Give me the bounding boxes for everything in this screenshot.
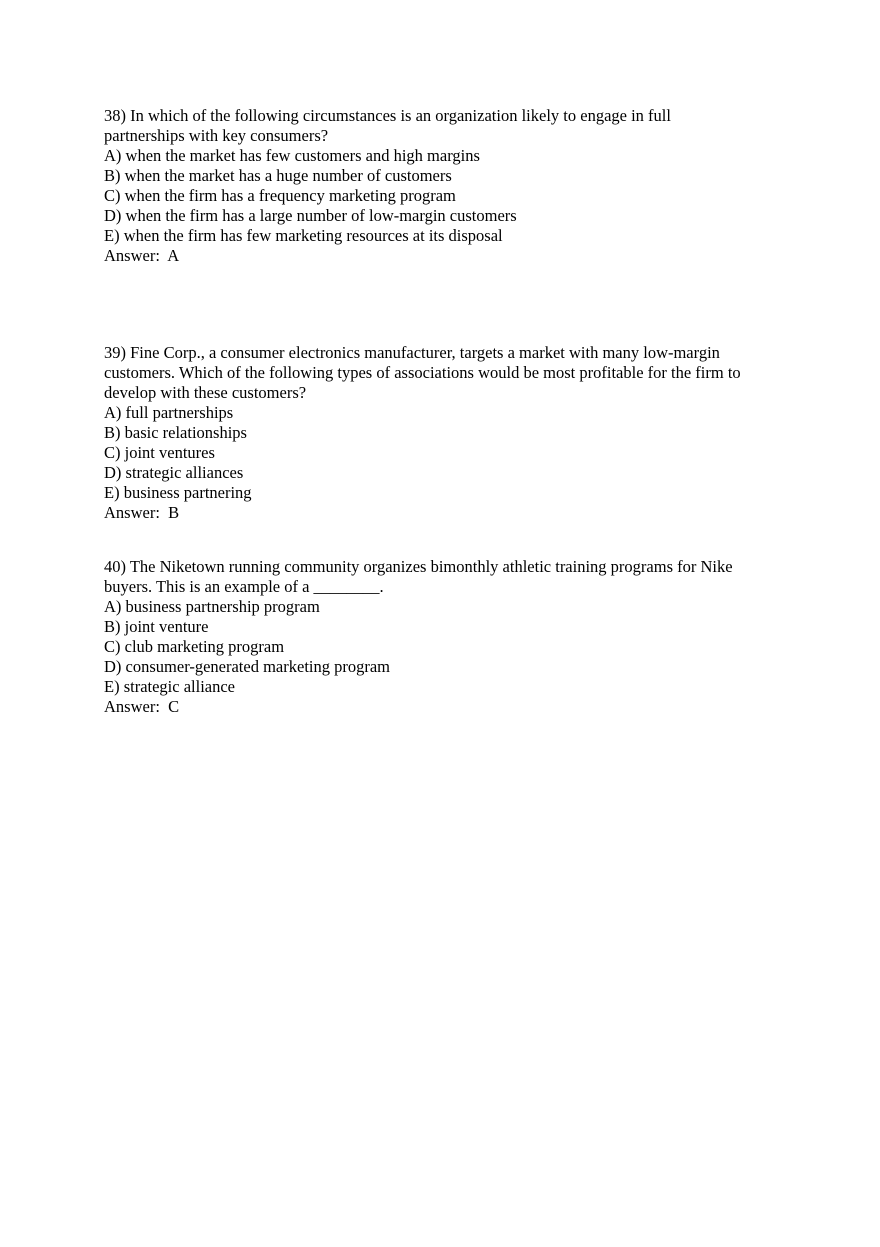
- answer-line: [104, 697, 794, 717]
- answer-option: A) full partnerships: [104, 403, 234, 422]
- answer-label: Answer:: [104, 246, 160, 265]
- question-stem-line: 40) The Niketown running community organizes bimonthly athletic training programs for Nike: [104, 557, 733, 576]
- answer-option: E) strategic alliance: [104, 677, 236, 696]
- question-stem-line: partnerships with key consumers?: [104, 126, 329, 145]
- question-stem-line: develop with these customers?: [104, 383, 307, 402]
- answer-value: C: [168, 697, 180, 716]
- question-40: [104, 557, 794, 717]
- answer-label: Answer:: [104, 697, 160, 716]
- question-38: [104, 106, 794, 266]
- answer-option: B) basic relationships: [104, 423, 247, 442]
- answer-option: B) when the market has a huge number of customers: [104, 166, 452, 185]
- question-stem-line: buyers. This is an example of a ________.: [104, 577, 384, 596]
- answer-value: B: [168, 503, 180, 522]
- answer-option: D) when the firm has a large number of low-margin customers: [104, 206, 517, 225]
- answer-line: [104, 246, 794, 266]
- answer-option: A) business partnership program: [104, 597, 320, 616]
- answer-value: A: [167, 246, 180, 265]
- answer-option: C) club marketing program: [104, 637, 285, 656]
- answer-label: Answer:: [104, 503, 160, 522]
- answer-option: B) joint venture: [104, 617, 209, 636]
- question-stem-line: customers. Which of the following types of associations would be most profitable for the firm to: [104, 363, 741, 382]
- answer-line: [104, 503, 794, 523]
- answer-option: C) joint ventures: [104, 443, 215, 462]
- answer-option: A) when the market has few customers and high margins: [104, 146, 480, 165]
- question-stem-line: 38) In which of the following circumstances is an organization likely to engage in full: [104, 106, 671, 125]
- answer-option: D) consumer-generated marketing program: [104, 657, 391, 676]
- question-39: [104, 343, 794, 523]
- answer-option: E) when the firm has few marketing resources at its disposal: [104, 226, 503, 245]
- answer-option: E) business partnering: [104, 483, 252, 502]
- question-stem-line: 39) Fine Corp., a consumer electronics manufacturer, targets a market with many low-margin: [104, 343, 720, 362]
- answer-option: D) strategic alliances: [104, 463, 244, 482]
- answer-option: C) when the firm has a frequency marketing program: [104, 186, 456, 205]
